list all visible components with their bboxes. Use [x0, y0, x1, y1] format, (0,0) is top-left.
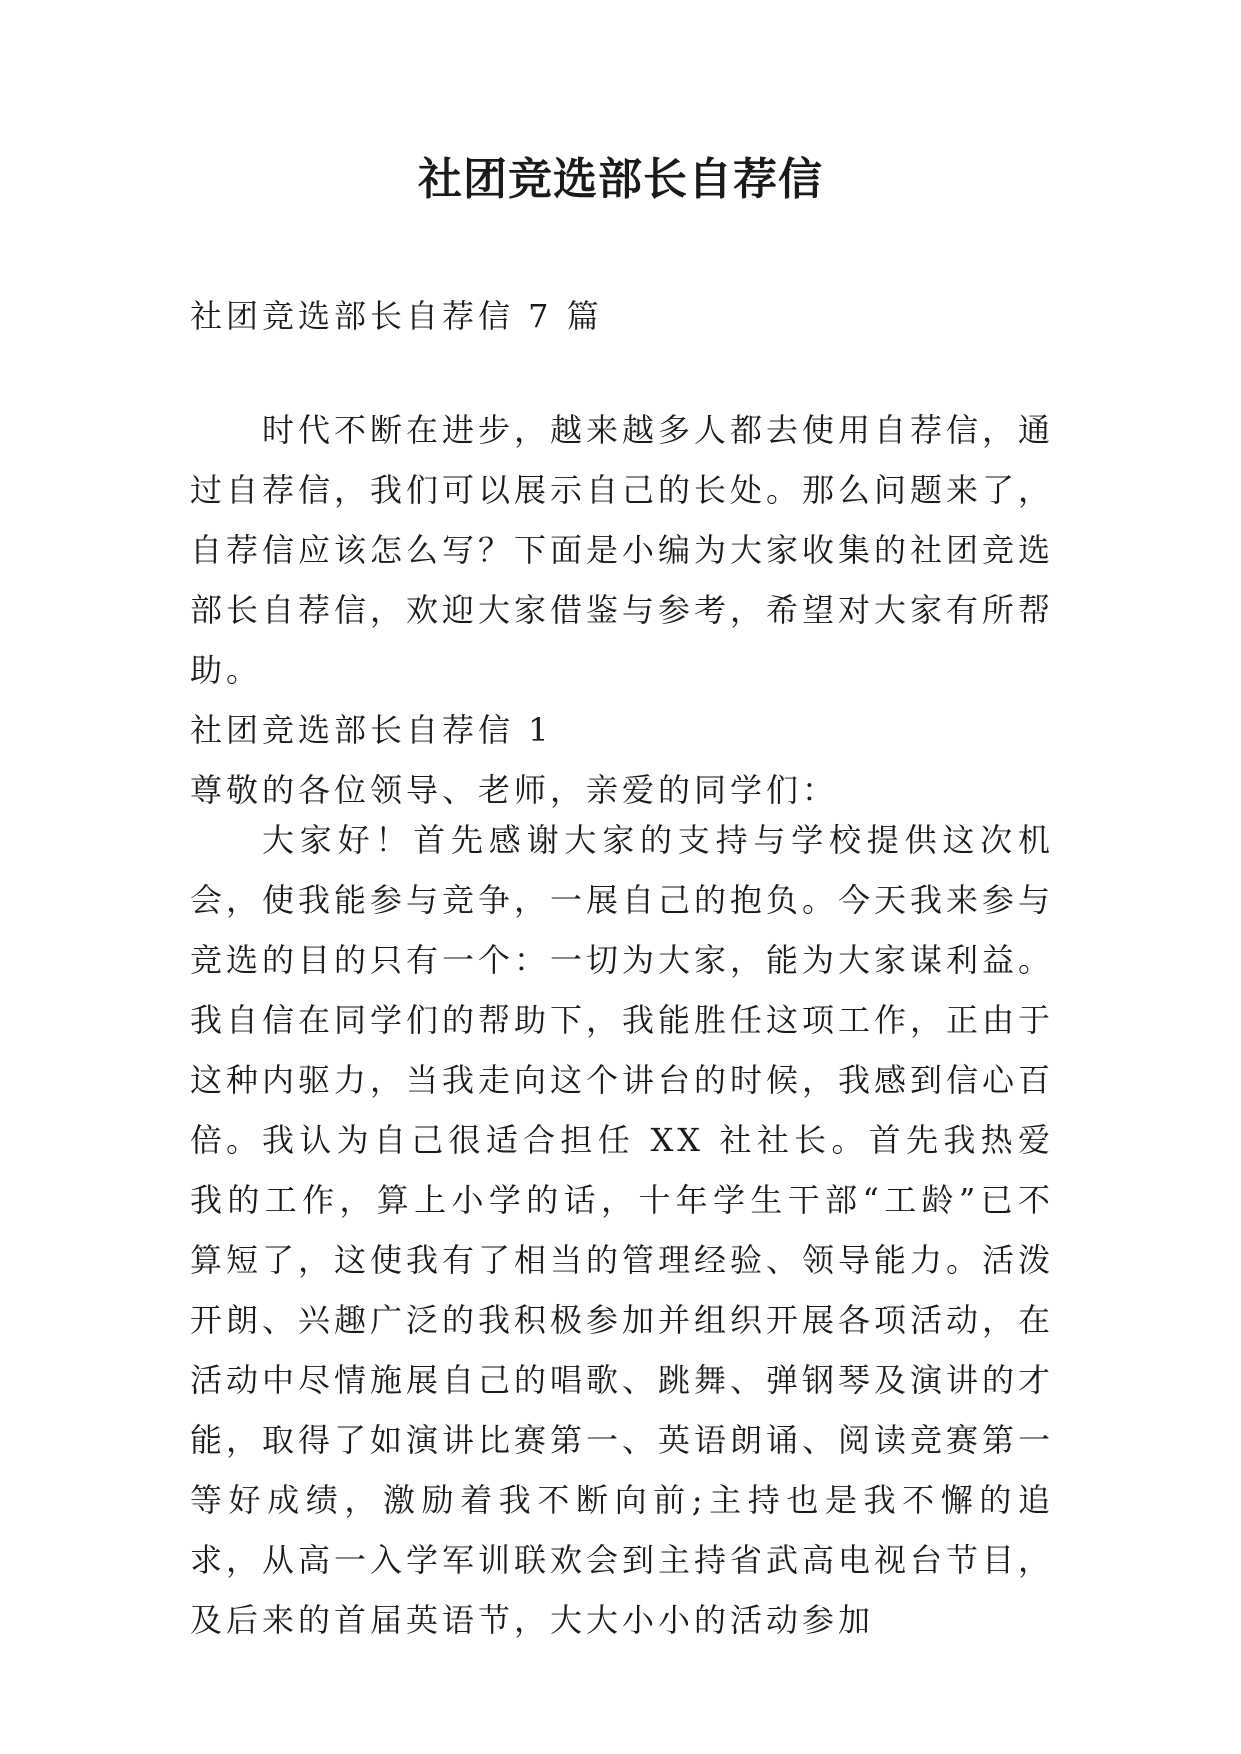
intro-paragraph: 时代不断在进步，越来越多人都去使用自荐信，通过自荐信，我们可以展示自己的长处。那么问题来了，自荐信应该怎么写？下面是小编为大家收集的社团竞选部长自荐信，欢迎大家借鉴与参考，希望对大家有所帮助。 — [190, 411, 1055, 689]
section-heading: 社团竞选部长自荐信 1 — [190, 711, 553, 749]
document-title: 社团竞选部长自荐信 — [418, 154, 823, 205]
body-paragraph: 我认为自己很适合担任 XX 社社长。首先我热爱我的工作，算上小学的话，十年学生干部“工龄”已不算短了，这使我有了相当的管理经验、领导能力。活泼开朗、兴趣广泛的我积极参加并组织开展各项活动，在活动中尽情施展自己的唱歌、跳舞、弹钢琴及演讲的才能，取得了如演讲比赛第一、英语朗诵、阅读竞赛第一等好成绩，激励着我不断向前;主持也是我不懈的追求，从高一入学军训联欢会到主持省武高电视台节目，及后来的首届英语节，大大小小的活动参加 — [190, 1121, 1055, 1639]
document-subtitle: 社团竞选部长自荐信 7 篇 — [190, 297, 603, 335]
salutation: 尊敬的各位领导、老师，亲爱的同学们： — [190, 771, 839, 809]
body-paragraph: 大家好！首先感谢大家的支持与学校提供这次机会，使我能参与竞争，一展自己的抱负。今天我来参与竞选的目的只有一个：一切为大家，能为大家谋利益。我自信在同学们的帮助下，我能胜任这项工作，正由于这种内驱力，当我走向这个讲台的时候，我感到信心百倍。 — [190, 821, 1055, 1159]
